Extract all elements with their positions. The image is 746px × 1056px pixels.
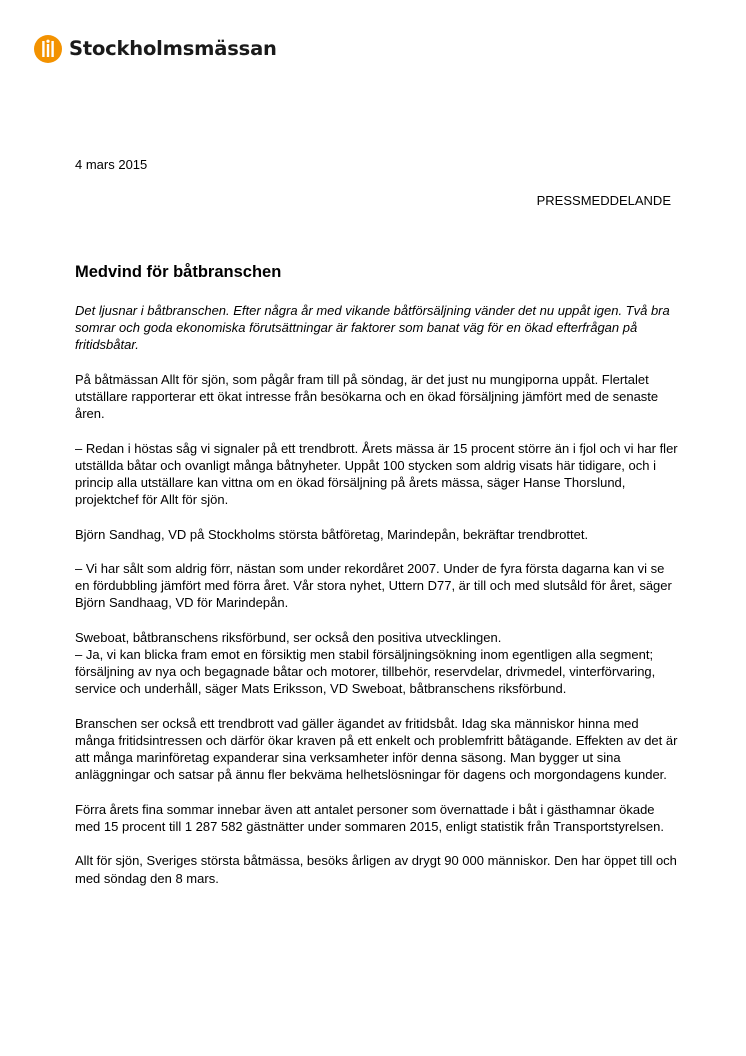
press-release-title: Medvind för båtbranschen	[75, 263, 282, 281]
body-paragraph: Förra årets fina sommar innebar även att antalet personer som övernattade i båt i gästhamnar ökade med 15 procent till 1 287 582 gästnätter under sommaren 2015, enligt statistik från Transportstyrelsen.	[75, 801, 664, 834]
body-paragraph: Allt för sjön, Sveriges största båtmässa, besöks årligen av drygt 90 000 människor. Den har öppet till och med söndag den 8 mars.	[75, 853, 677, 886]
paragraph-line: Sweboat, båtbranschens riksförbund, ser också den positiva utvecklingen.	[75, 629, 502, 645]
body-paragraph: – Vi har sålt som aldrig förr, nästan som under rekordåret 2007. Under de fyra första dagarna kan vi se en fördubbling jämfört med förra året. Vår stora nyhet, Uttern D77, är till och med slutsåld för året, säger Björn Sandhaag, VD för Marindepån.	[75, 560, 672, 611]
logo-text: Stockholmsmässan	[69, 37, 277, 60]
paragraph-line: – Ja, vi kan blicka fram emot en försiktig men stabil försäljningsökning inom egentligen alla segment; försäljning av nya och begagnade båtar och motorer, tillbehör, reservdelar, drivmedel, vinterförvaring, service och underhåll, säger Mats Eriksson, VD Sweboat, båtbranschens riksförbund.	[75, 646, 656, 697]
body-paragraph: På båtmässan Allt för sjön, som pågår fram till på söndag, är det just nu mungiporna uppåt. Flertalet utställare rapporterar ett ökat intresse från besökarna och en ökad försäljning jämfört med de senaste åren.	[75, 371, 659, 422]
lead-paragraph: Det ljusnar i båtbranschen. Efter några år med vikande båtförsäljning vänder det nu uppåt igen. Två bra somrar och goda ekonomiska förutsättningar är faktorer som banat väg för en ökad efterfrågan på fritidsbåtar.	[75, 303, 670, 353]
body-paragraph: – Redan i höstas såg vi signaler på ett trendbrott. Årets mässa är 15 procent större än i fjol och vi har fler utställda båtar och ovanligt många båtnyheter. Uppåt 100 stycken som aldrig visats här tidigare, och i princip alla utställare kan vittna om en ökad försäljning på årets mässa, säger Hanse Thorslund, projektchef för Allt för sjön.	[75, 440, 678, 508]
stockholmsmassan-logo-icon	[34, 35, 62, 63]
press-release-date: 4 mars 2015	[75, 157, 148, 172]
press-release-body	[75, 302, 680, 904]
document-type-label: PRESSMEDDELANDE	[536, 193, 671, 208]
header-logo	[34, 35, 277, 63]
body-paragraph: Branschen ser också ett trendbrott vad gäller ägandet av fritidsbåt. Idag ska människor hinna med många fritidsintressen och därför ökar kraven på ett enkelt och problemfritt båtägande. Effekten av det är att många marinföretag expanderar sina verksamheter inför denna säsong. Man bygger ut sina anläggningar och satsar på ännu fler bekväma helhetslösningar för dagens och morgondagens kunder.	[75, 715, 678, 783]
body-paragraph: Björn Sandhag, VD på Stockholms största båtföretag, Marindepån, bekräftar trendbrottet.	[75, 526, 589, 542]
body-paragraph	[75, 629, 680, 698]
